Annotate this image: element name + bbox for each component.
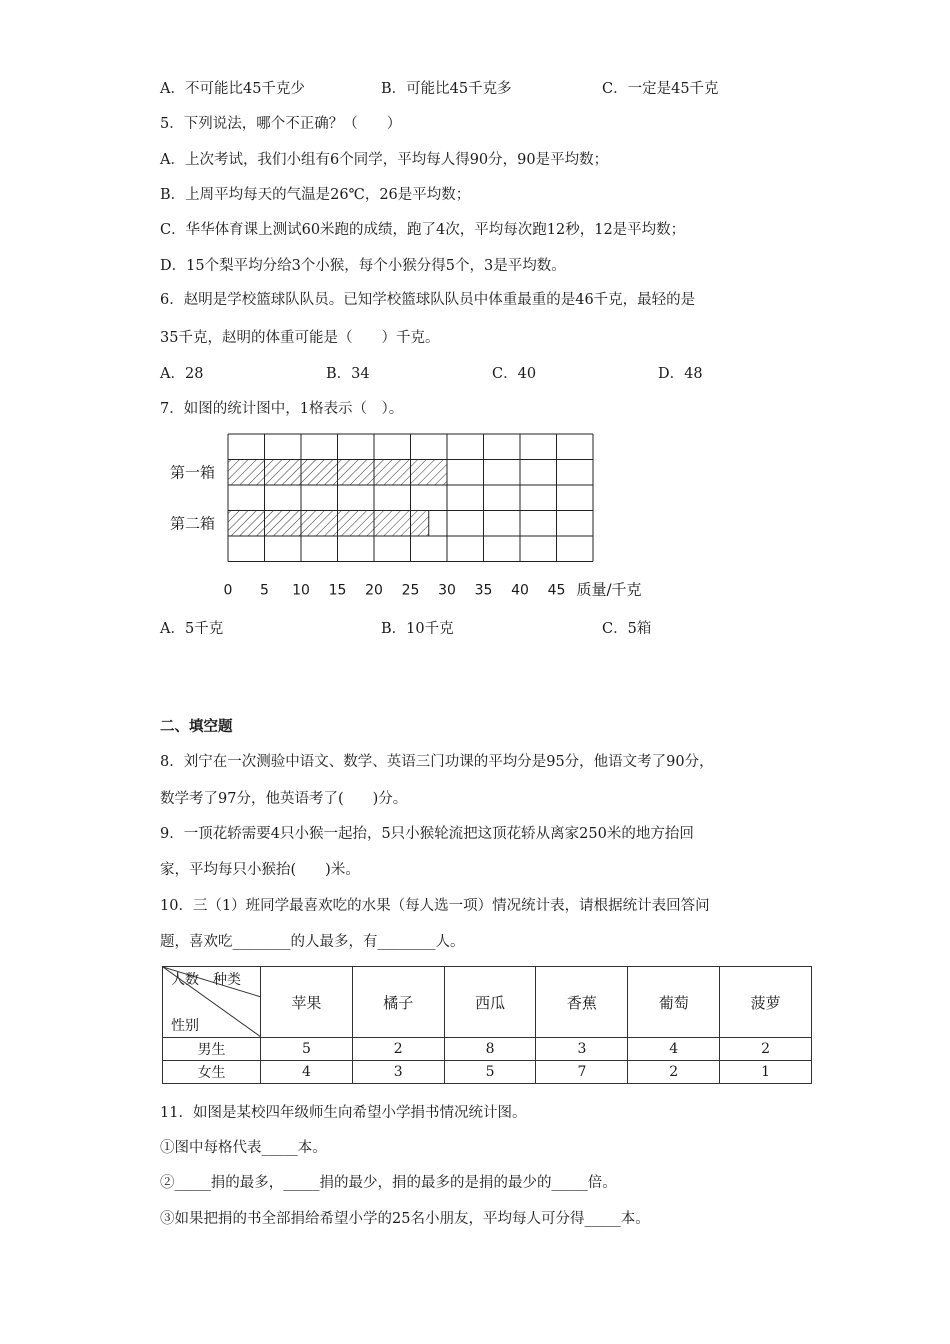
tick-label: 15 <box>328 582 347 599</box>
q4-option-a: A．不可能比45千克少 <box>160 81 305 97</box>
table-cell: 5 <box>261 1038 353 1061</box>
table-cell: 2 <box>720 1038 812 1061</box>
corner-label-kind: 种类 <box>213 972 241 988</box>
q5-option-d: D．15个梨平均分给3个小猴，每个小猴分得5个，3是平均数。 <box>160 258 566 274</box>
bar <box>228 460 447 486</box>
q10-line2: 题，喜欢吃________的人最多，有________人。 <box>160 934 465 950</box>
tick-label: 5 <box>260 582 269 599</box>
table-corner-cell <box>163 967 261 1038</box>
q7-stem: 7．如图的统计图中，1格表示（ ）。 <box>160 401 404 417</box>
q4-option-b: B．可能比45千克多 <box>381 81 512 97</box>
tick-label: 35 <box>474 582 493 599</box>
q6-option-c: C．40 <box>492 366 537 382</box>
row-label-boys: 男生 <box>163 1038 261 1061</box>
q7-option-c: C．5箱 <box>602 621 652 637</box>
tick-label: 45 <box>547 582 566 599</box>
q10-line1: 10．三（1）班同学最喜欢吃的水果（每人选一项）情况统计表，请根据统计表回答问 <box>160 898 710 914</box>
q4-option-c: C．一定是45千克 <box>602 81 719 97</box>
table-cell: 4 <box>261 1061 353 1084</box>
q5-stem: 5．下列说法，哪个不正确？（ ） <box>160 116 402 132</box>
q8-line1: 8．刘宁在一次测验中语文、数学、英语三门功课的平均分是95分，他语文考了90分， <box>160 754 714 770</box>
section-title: 二、填空题 <box>160 718 233 735</box>
tick-label: 30 <box>438 582 456 599</box>
table-header-row <box>163 967 812 1038</box>
table-header-cell: 橘子 <box>352 967 444 1038</box>
table-row <box>163 1061 812 1084</box>
chart-category-labels <box>170 463 215 532</box>
q7-option-b: B．10千克 <box>381 621 454 637</box>
table-header-cell: 西瓜 <box>444 967 536 1038</box>
q8-line2: 数学考了97分，他英语考了( )分。 <box>160 791 408 807</box>
tick-label: 40 <box>511 582 529 599</box>
tick-label: 25 <box>401 582 420 599</box>
q6-option-b: B．34 <box>326 366 370 382</box>
chart-grid <box>228 434 593 562</box>
table-header-cell: 葡萄 <box>628 967 720 1038</box>
table-cell: 2 <box>628 1061 720 1084</box>
tick-label: 0 <box>223 582 233 599</box>
table-header-cell: 香蕉 <box>536 967 628 1038</box>
row-label-girls: 女生 <box>163 1061 261 1084</box>
corner-label-count: 人数 <box>171 972 199 988</box>
table-cell: 1 <box>720 1061 812 1084</box>
chart-tick-labels <box>224 583 566 599</box>
q6-option-d: D．48 <box>658 366 703 382</box>
bar-chart <box>160 420 660 600</box>
q9-line1: 9．一顶花轿需要4只小猴一起抬，5只小猴轮流把这顶花轿从离家250米的地方抬回 <box>160 826 694 842</box>
table-cell: 4 <box>628 1038 720 1061</box>
q11-item-2: ②_____捐的最多，_____捐的最少，捐的最多的是捐的最少的_____倍。 <box>160 1175 617 1191</box>
table-cell: 3 <box>536 1038 628 1061</box>
table-header-cell: 菠萝 <box>720 967 812 1038</box>
chart-x-axis-label: 质量/千克 <box>576 580 642 599</box>
q9-line2: 家，平均每只小猴抬( )米。 <box>160 862 360 878</box>
q5-option-a: A．上次考试，我们小组有6个同学，平均每人得90分，90是平均数； <box>160 152 609 168</box>
table-cell: 3 <box>352 1061 444 1084</box>
table-row <box>163 1038 812 1061</box>
fruit-stats-table <box>162 966 812 1084</box>
q6-option-a: A．28 <box>160 366 204 382</box>
table-header-cell: 苹果 <box>261 967 353 1038</box>
category-label: 第一箱 <box>170 463 216 482</box>
q6-stem-line1: 6．赵明是学校篮球队队员。已知学校篮球队队员中体重最重的是46千克，最轻的是 <box>160 292 696 308</box>
table-cell: 7 <box>536 1061 628 1084</box>
q7-option-a: A．5千克 <box>160 621 224 637</box>
bar <box>228 511 429 537</box>
q5-option-b: B．上周平均每天的气温是26℃，26是平均数； <box>160 187 471 203</box>
q5-option-c: C．华华体育课上测试60米跑的成绩，跑了4次，平均每次跑12秒，12是平均数； <box>160 222 686 238</box>
tick-label: 10 <box>292 582 310 599</box>
table-cell: 5 <box>444 1061 536 1084</box>
corner-label-gender: 性别 <box>171 1018 199 1034</box>
q11-stem: 11．如图是某校四年级师生向希望小学捐书情况统计图。 <box>160 1105 527 1121</box>
category-label: 第二箱 <box>170 514 216 533</box>
q11-item-3: ③如果把捐的书全部捐给希望小学的25名小朋友，平均每人可分得_____本。 <box>160 1211 650 1227</box>
tick-label: 20 <box>365 582 383 599</box>
table-cell: 8 <box>444 1038 536 1061</box>
q6-stem-line2: 35千克，赵明的体重可能是（ ）千克。 <box>160 330 440 346</box>
q11-item-1: ①图中每格代表_____本。 <box>160 1140 327 1156</box>
table-cell: 2 <box>352 1038 444 1061</box>
